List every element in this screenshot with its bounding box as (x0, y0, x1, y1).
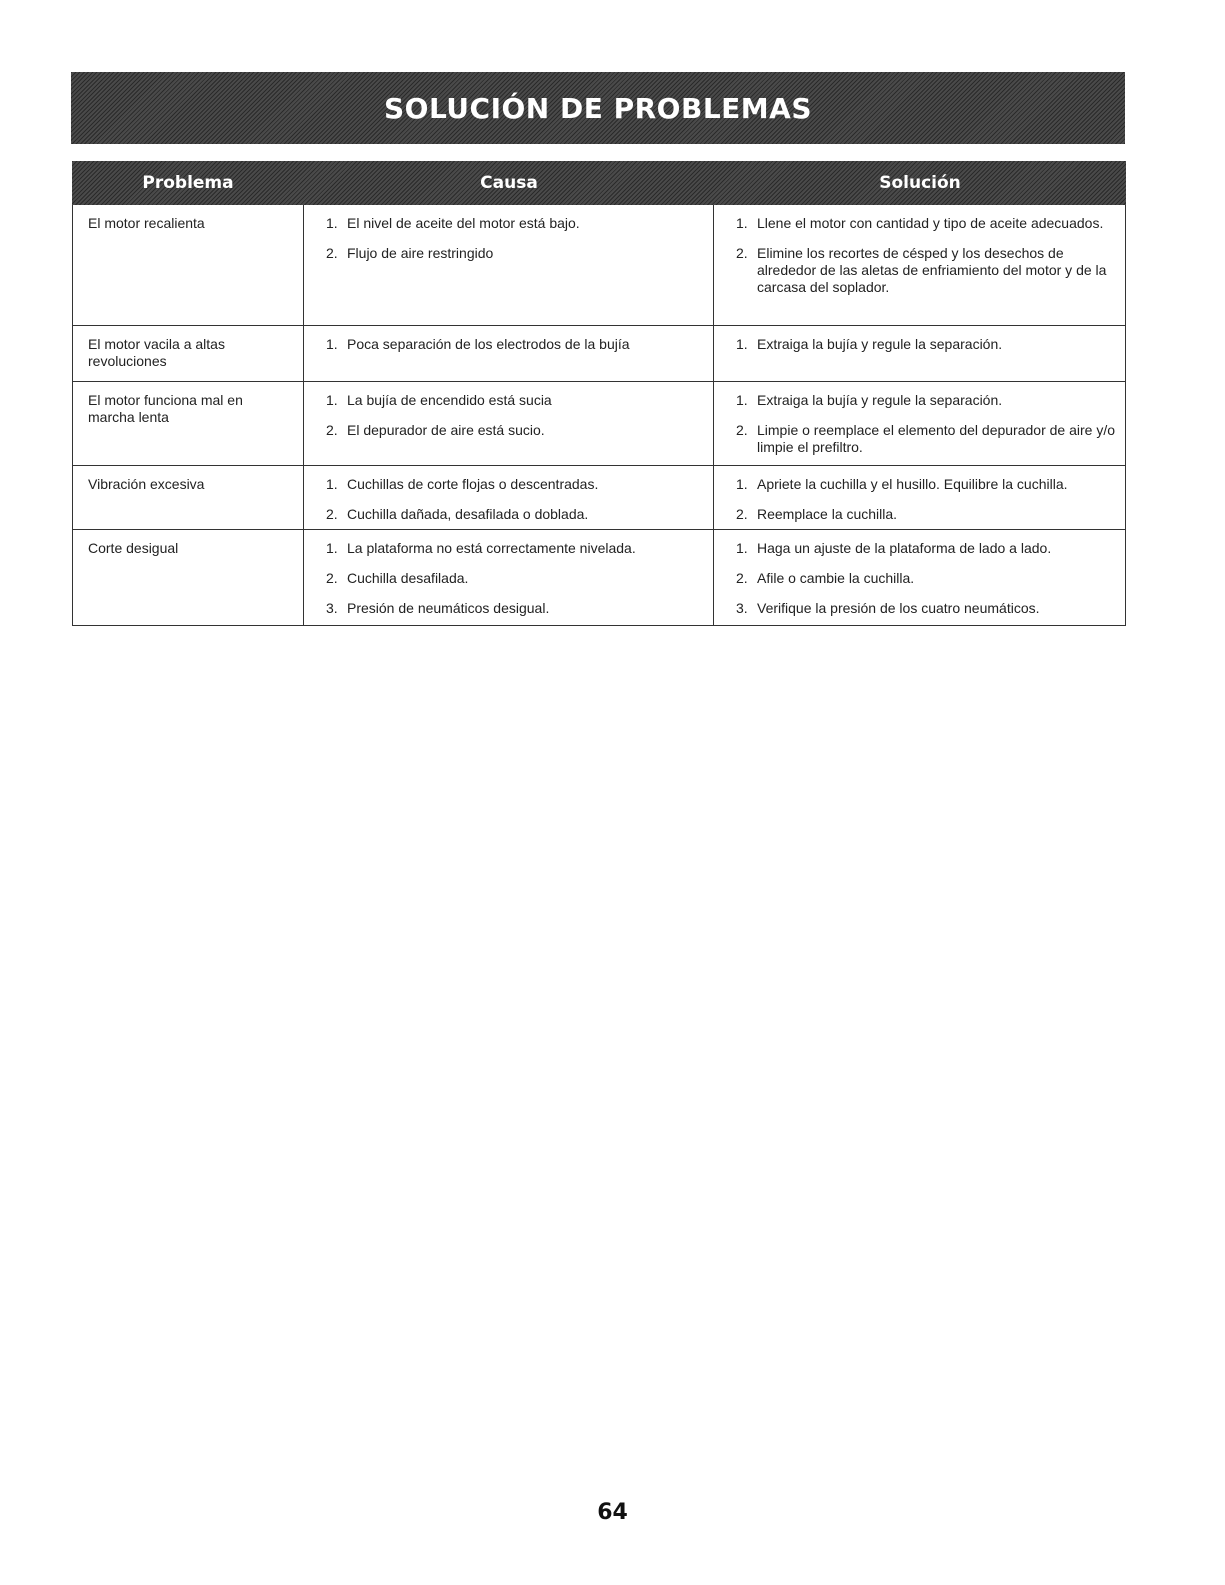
solution-item: 2. Afile o cambie la cuchilla. (736, 570, 915, 586)
table-row (72, 326, 1126, 382)
cause-item: 2. El depurador de aire está sucio. (326, 422, 545, 438)
solution-item: 2. Elimine los recortes de césped y los desechos de alrededor de las aletas de enfriamiento del motor y de la carcasa del soplador. (736, 245, 1107, 295)
title-banner (71, 72, 1125, 144)
page-title: SOLUCIÓN DE PROBLEMAS (383, 91, 812, 125)
cause-cell (304, 466, 714, 529)
solution-item: 2. Reemplace la cuchilla. (736, 506, 898, 522)
cause-item: 2. Cuchilla dañada, desafilada o doblada. (326, 506, 589, 522)
table-row (72, 205, 1126, 326)
cause-cell (304, 530, 714, 625)
cause-cell (304, 326, 714, 381)
table-row (72, 530, 1126, 626)
solution-cell (714, 326, 1125, 381)
solution-item: 1. Extraiga la bujía y regule la separación. (736, 392, 1003, 408)
header-cause: Causa (480, 173, 538, 193)
solution-cell (714, 466, 1125, 529)
solution-cell (714, 530, 1125, 625)
solution-item: 1. Extraiga la bujía y regule la separación. (736, 336, 1003, 352)
solution-cell (714, 382, 1125, 465)
cause-cell (304, 382, 714, 465)
table-row (72, 382, 1126, 466)
cause-item: 2. Flujo de aire restringido (326, 245, 494, 261)
cause-item: 1. Cuchillas de corte flojas o descentradas. (326, 476, 599, 492)
solution-item: 1. Haga un ajuste de la plataforma de lado a lado. (736, 540, 1052, 556)
solution-cell (714, 205, 1125, 325)
problem-cell: Corte desigual (73, 530, 304, 625)
problem-cell: Vibración excesiva (73, 466, 304, 529)
table-row (72, 466, 1126, 530)
solution-item: 2. Limpie o reemplace el elemento del depurador de aire y/o limpie el prefiltro. (736, 422, 1115, 455)
solution-item: 1. Apriete la cuchilla y el husillo. Equilibre la cuchilla. (736, 476, 1068, 492)
cause-item: 1. Poca separación de los electrodos de la bujía (326, 336, 630, 352)
solution-item: 3. Verifique la presión de los cuatro neumáticos. (736, 600, 1040, 616)
cause-item: 1. La plataforma no está correctamente nivelada. (326, 540, 636, 556)
table-header (72, 161, 1126, 205)
troubleshooting-table (72, 161, 1126, 626)
cause-cell (304, 205, 714, 325)
problem-cell: El motor recalienta (73, 205, 304, 325)
header-solution: Solución (879, 173, 961, 193)
problem-cell: El motor funciona mal en marcha lenta (73, 382, 304, 465)
cause-item: 2. Cuchilla desafilada. (326, 570, 469, 586)
cause-item: 3. Presión de neumáticos desigual. (326, 600, 550, 616)
problem-cell: El motor vacila a altas revoluciones (73, 326, 304, 381)
cause-item: 1. El nivel de aceite del motor está bajo. (326, 215, 580, 231)
page-number: 64 (597, 1500, 628, 1525)
solution-item: 1. Llene el motor con cantidad y tipo de aceite adecuados. (736, 215, 1104, 231)
cause-item: 1. La bujía de encendido está sucia (326, 392, 552, 408)
header-problem: Problema (142, 173, 234, 193)
